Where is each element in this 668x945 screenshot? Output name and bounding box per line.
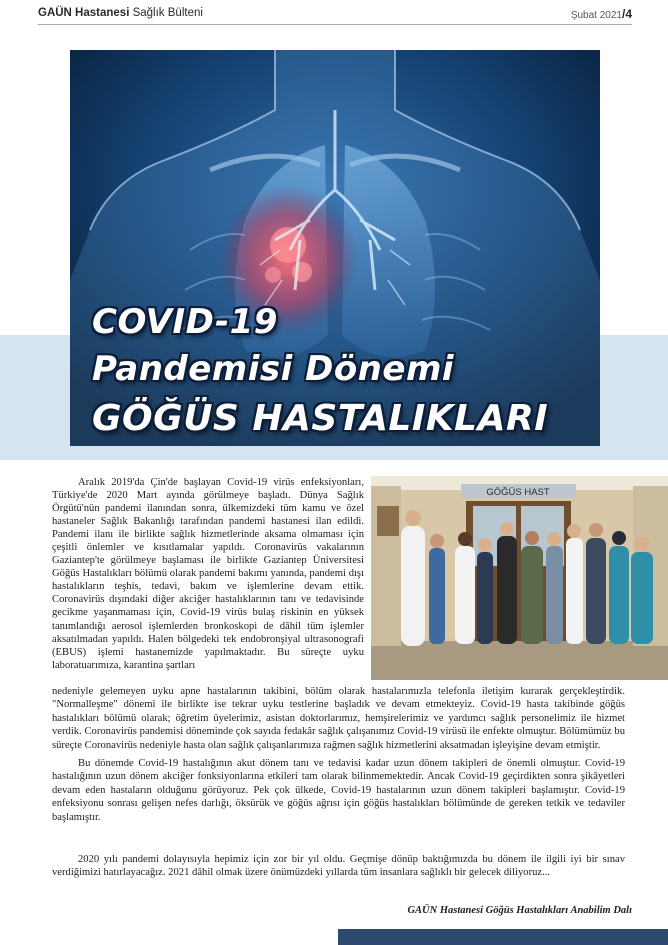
header-date: Şubat 2021 xyxy=(570,10,622,21)
article-paragraph-3: 2020 yılı pandemi dolayısıyla hepimiz için zor bir yıl oldu. Geçmişe dönüp baktığımızda bu dönem ile ilgili iyi bir sınav verdiğimizi hatırlayacağız. 2021 dâhil olmak üzere önümüzdeki yıllarda tüm insanlara sağlıklı bir gelecek diliyoruz... xyxy=(52,854,625,879)
header-brand: GAÜN Hastanesi xyxy=(38,7,130,19)
footer-bar xyxy=(338,929,668,945)
header-publication-name: Sağlık Bülteni xyxy=(132,7,203,19)
article-paragraph-2: Bu dönemde Covid-19 hastalığının akut dönem tanı ve tedavisi kadar uzun dönem takipleri de önemli olmuştur. Covid-19 hastalığının uzun dönem akciğer fonksiyonlarına etkileri tam olarak bilinmemektedir. Ancak Covid-19 geçirdikten sonra şikâyetleri devam eden hastaların olduğunu görüyoruz. Pek çok ülkede, Covid-19 hastalarının uzun dönem takipleri başlamıştır. Covid-19 enfeksiyonu sonrası gelişen nefes darlığı, öksürük ve göğüs ağrısı için göğüs hastalıkları bölümünde de gereken tetkik ve tedaviler başlamıştır. xyxy=(52,758,625,823)
article-block-3 xyxy=(52,853,625,880)
header-rule xyxy=(38,24,632,25)
team-photo-illustration xyxy=(371,476,668,680)
article-continuation xyxy=(52,685,625,752)
team-photo xyxy=(371,476,668,680)
article-signature: GAÜN Hastanesi Göğüs Hastalıkları Anabilim Dalı xyxy=(407,905,632,916)
hero-title-line1: COVID-19 xyxy=(92,302,278,342)
door-sign: GÖĞÜS HAST xyxy=(486,487,550,498)
article-block-2 xyxy=(52,757,625,824)
hero-title-line2: Pandemisi Dönemi xyxy=(92,349,455,389)
article-paragraph-1-continued: nedeniyle gelemeyen uyku apne hastalarının takibini, bölüm olarak hastalarımızla telefonla iletişim kurarak gerçekleştirdik. "Normalleşme" dönemi ile birlikte ise tekrar uyku testlerine başladık ve devam etmekteyiz. Covid-19 hasta takibinde göğüs hastalıkları bölümü olarak; öğretim üyelerimiz, asistan doktorlarımız, hemşirelerimiz ve yardımcı sağlık personelimiz ile hizmet verdik. Coronavirüs pandemisi döneminde çok sayıda fedakâr sağlık çalışanımız Covid-19 virüsü ile enfekte olmuştur. Bölümümüz bu süreçte Coronavirüs nedeniyle hasta olan sağlık çalışanlarımıza rağmen sağlık hizmetlerini aksatmadan işleyişine devam etmiştir. xyxy=(52,686,625,751)
header-date-page xyxy=(571,7,632,21)
page-number: /4 xyxy=(621,7,632,21)
header-publication xyxy=(38,7,203,19)
article-paragraph-1: Aralık 2019'da Çin'de başlayan Covid-19 virüs enfeksiyonları, Türkiye'de 2020 Mart ayında görülmeye başladı. Dünya Sağlık Örgütü'nün pandemi ilanından sonra, ülkemizdeki tüm kamu ve özel hastaneler Sağlık Bakanlığı tarafından pandemi hastanesi ilan edildi. Pandemi ilanı ile birlikte sağlık hizmetlerinde aksama olmaması için çeşitli önlemler ve kısıtlamalar yapıldı. Coronavirüs vakalarının Gaziantep'te görülmeye başlaması ile birlikte Gaziantep Üniversitesi Göğüs Hastalıkları bölümü olarak pandemi bakımı yanında, pandemi dışı hastalıkların teşhis, tedavi, bakım ve işlemlerine devam ettik. Coronavirüs dışındaki diğer akciğer hastalıklarının tanı ve tedavisinde gecikme yaşanmaması için, Covid-19 virüs bulaş riskinin en yüksek tanımlandığı aerosol işlemlerden bronkoskopi de dâhil tüm işlemler aksatılmadan yapıldı. Halen bölgedeki tek endobronşiyal ultrasonografi (EBUS) işlemi hastanemizde yapılmaktadır. Bu süreçte uyku laboratuarımıza, karantina şartları xyxy=(52,477,364,671)
article-column xyxy=(52,476,364,672)
hero-title-line3: GÖĞÜS HASTALIKLARI xyxy=(92,398,549,439)
